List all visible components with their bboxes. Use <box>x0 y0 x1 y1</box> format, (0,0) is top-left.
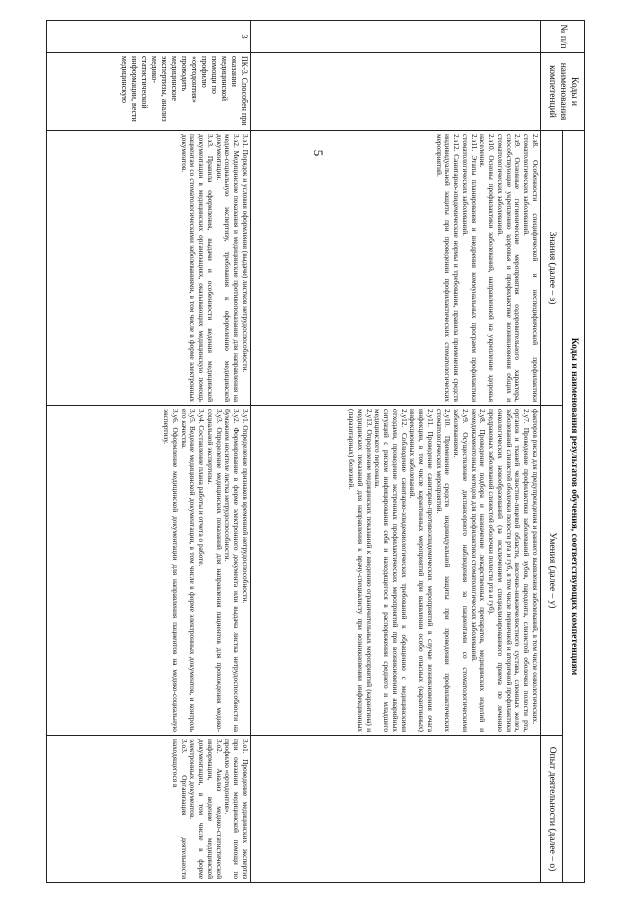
table-row <box>251 21 541 883</box>
skill-item: 3.у5. Ведение медицинской документации, в том числе в форме электронных документов, и контроль его качества. <box>179 409 198 732</box>
row-number: 3 <box>47 21 251 53</box>
competency-code <box>251 53 541 131</box>
skills-cell <box>47 406 251 736</box>
knowledge-item: 2.з8. Особенности специфической и неспецифической профилактики стоматологических заболеваний. <box>522 134 540 402</box>
competencies-table <box>46 20 585 883</box>
knowledge-item: 2.з12. Санитарно-эпидемические нормы и требования, правила применения средств индивидуальной защиты при проведении профилактических стоматологических мероприятий. <box>434 134 462 402</box>
header-experience: Опыт деятельности (далее – о) <box>541 736 563 883</box>
skill-item: 3.у3. Определение медицинских показаний для направления пациентов для прохождения медико-социальной экспертизы. <box>206 409 224 732</box>
skill-item: 2.у13. Определение медицинских показаний к введению ограничительных мероприятий (карантина) и медицинских показаний для направления к врачу-специалисту при возникновении инфекционных (паразитарных) болезней. <box>347 409 374 732</box>
knowledge-item: 2.з10. Основы профилактики заболеваний, направленной на укрепление здоровья населения. <box>478 134 497 402</box>
competency-code: ПК-3. Способен при оказании медицинской помощи по профилю «ортодонтия» проводить медицинские экспертизы, анализ медико-статистической информации, вести медицинскую <box>47 53 251 131</box>
skill-item: 3.у6. Оформление медицинской документации для направления пациентов на медико-социальную экспертизу. <box>162 409 180 732</box>
skill-item: 2.у8. Проведение подбора и назначение лекарственных препаратов, медицинских изделий и немедикаментозных методов для профилактики стоматологических заболеваний. <box>469 409 488 732</box>
knowledge-item: 2.з9. Основные гигиенические мероприятия оздоровительного характера, способствующие укреплению здоровья и профилактике возникновения общих и стоматологических заболеваний. <box>496 134 523 402</box>
header-knowledge: Знания (далее – з) <box>541 131 563 406</box>
skill-item: 2.у12. Соблюдение санитарно-эпидемиологических требований к обращению с медицинскими отходами, проведение экстренных профилактических мероприятий при возникновении аварийных ситуаций с риском инфицирования себя и находящегося в распоряжении среднего и младшего медицинского персонала. <box>373 409 409 732</box>
header-codes: Коды и наименования компетенций <box>541 53 585 131</box>
skill-item: 2.у7. Проведение профилактики заболеваний зубов, пародонта, слизистой оболочки полости рта, органов и тканей челюстно-лицевой области, височно-нижнечелюстного сустава, слюнных желез, заболеваний слизистой оболочки полости рта и губ, в том числе первичной и вторичной профилактики онкологических новообразований (за исключением специализированного приема по лечению предраковых заболеваний слизистой оболочки полости рта и губ). <box>487 409 532 732</box>
experience-item: 3.о2. Анализ медико-статистической информации, ведение медицинской документации, в том числе в форме электронных документов. <box>188 739 224 879</box>
header-results-group: Коды и наименования результатов обучения, соответствующих компетенциям <box>563 131 585 883</box>
skill-item: 3.у4. Составление плана работы и отчета о работе. <box>197 409 207 567</box>
skill-item: 2.у10. Применение средств индивидуальной защиты при проведении профилактических стоматологических мероприятий. <box>434 409 453 732</box>
experience-cell <box>251 736 541 883</box>
knowledge-cell <box>251 131 541 406</box>
skill-item: 2.у11. Проведение санитарно-противоэпидемических мероприятий в случае возникновения очага инфекции, в том числе карантинных мероприятий при выявлении особо опасных (карантинных) инфекционных заболеваний. <box>408 409 435 732</box>
skill-item: факторов риска для предупреждения и раннего выявления заболеваний, в том числе онкологических. <box>531 409 540 725</box>
header-skills: Умения (далее – у) <box>541 406 563 736</box>
header-num: № п/п <box>541 21 585 53</box>
experience-item: 3.о1. Проведение медицинских экспертиз при оказании медицинской помощи по профилю «ортодонтия». <box>223 739 250 879</box>
row-number <box>251 21 541 53</box>
experience-item: 3.о3. Организация деятельности находящегося в <box>171 739 189 879</box>
knowledge-item: 3.з1. Порядок и условия оформления (выдачи) листков нетрудоспособности. <box>241 134 250 373</box>
knowledge-item: 3.з2. Медицинские показания и медицинские противопоказания для направления на медико-социальную экспертизу, требования к оформлению медицинской документации. <box>214 134 242 402</box>
table-area <box>47 20 585 882</box>
knowledge-cell <box>47 131 251 406</box>
experience-cell <box>47 736 251 883</box>
knowledge-item: 2.з11. Этапы планирования и внедрения коммунальных программ профилактики стоматологических заболеваний. <box>461 134 479 402</box>
knowledge-item: 3.з3. Правила оформления, выдачи и особенности ведения медицинской документации в медицинских организациях, оказывающих медицинскую помощь пациентам со стоматологическими заболеваниями, в том числе в форме электронных документов. <box>179 134 215 402</box>
skill-item: 3.у2. Формирование в форме электронного документа или выдача листка нетрудоспособности на бумажном носителе листка нетрудоспособности. <box>223 409 242 732</box>
page-number: 5 <box>311 149 326 157</box>
skill-item: 2.у9. Осуществление диспансерного наблюдения за пациентами со стоматологическими заболеваниями. <box>452 409 470 732</box>
skill-item: 3.у1. Определение признаков временной нетрудоспособности. <box>241 409 250 604</box>
skills-cell <box>251 406 541 736</box>
table-row <box>47 21 251 883</box>
